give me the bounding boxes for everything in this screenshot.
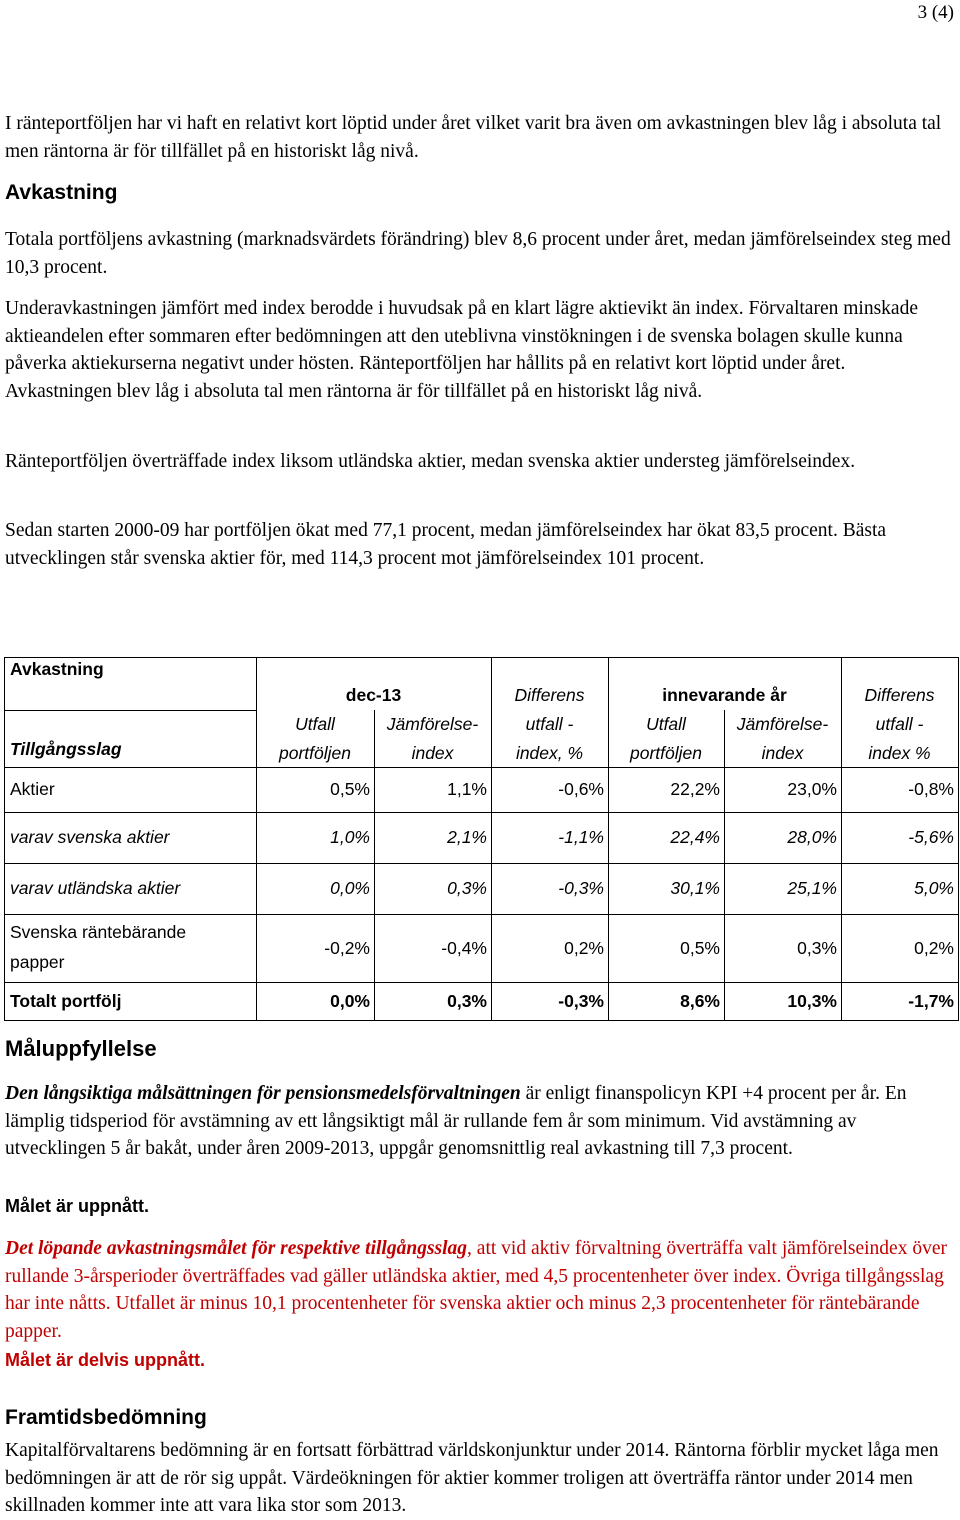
col-diff-2: Differens utfall - index %	[864, 685, 935, 763]
group-header-dec13: dec-13	[345, 685, 402, 705]
maluppfyllelse-heading: Måluppfyllelse	[5, 1036, 157, 1061]
table-row-label: Aktier	[10, 779, 55, 799]
table-cell: 1,0%	[330, 827, 370, 847]
framtidsbedomning-heading: Framtidsbedömning	[5, 1406, 207, 1429]
avkastning-paragraph-3: Ränteportföljen överträffade index liksom utländska aktier, medan svenska aktier understeg jämförelseindex.	[5, 451, 856, 472]
table-cell: 30,1%	[670, 878, 720, 898]
table-cell: 23,0%	[787, 779, 837, 799]
row-header: Tillgångsslag	[10, 739, 122, 759]
table-cell: -0,6%	[558, 779, 604, 799]
col-jmf-1: Jämförelse- index	[386, 714, 479, 763]
table-cell: -0,4%	[441, 938, 487, 958]
col-utfall-2: Utfall portföljen	[630, 714, 702, 763]
avkastning-paragraph-4: Sedan starten 2000-09 har portföljen ökat med 77,1 procent, medan jämförelseindex har ökat 83,5 procent. Bästa utvecklingen står svenska aktier för, med 114,3 procent mot jämförelseindex 101 procent.	[5, 520, 887, 569]
table-title: Avkastning	[10, 659, 104, 679]
table-cell: 8,6%	[680, 991, 720, 1011]
table-row-label: varav utländska aktier	[10, 878, 181, 898]
table-row-label: varav svenska aktier	[10, 827, 170, 847]
table-cell: 0,5%	[680, 938, 720, 958]
maluppfyllelse-result-1: Målet är uppnått.	[5, 1196, 150, 1216]
table-cell: 25,1%	[787, 878, 837, 898]
table-cell: -0,3%	[558, 991, 604, 1011]
table-cell: 0,0%	[330, 878, 370, 898]
table-cell: 5,0%	[914, 878, 954, 898]
maluppfyllelse-paragraph-1: Den långsiktiga målsättningen för pensionsmedelsförvaltningen är enligt finanspolicyn KPI +4 procent per år. En lämplig tidsperiod för avstämning av ett långsiktigt mål är rullande fem år som minimum. Vid avstämning av utvecklingen 5 år bakåt, under åren 2009-2013, uppgår genomsnittlig real avkastning till 7,3 procent.	[5, 1083, 907, 1159]
table-cell: -5,6%	[908, 827, 954, 847]
table-cell: -0,3%	[558, 878, 604, 898]
table-cell: 0,5%	[330, 779, 370, 799]
col-utfall-1: Utfall portföljen	[279, 714, 351, 763]
table-row-label: Totalt portfölj	[10, 991, 122, 1011]
table-cell: 10,3%	[787, 991, 837, 1011]
avkastning-paragraph-2: Underavkastningen jämfört med index berodde i huvudsak på en klart lägre aktievikt än index. Förvaltaren minskade aktieandelen efter sommaren efter bedömningen att den uteblivna vinstökningen i de svenska bolagen skulle kunna påverka aktiekurserna negativt under hösten. Ränteportföljen har hållits på en relativt kort löptid under året. Avkastningen blev låg i absoluta tal men räntorna är för tillfället på en historiskt låg nivå.	[5, 298, 918, 402]
group-header-innevarande-ar: innevarande år	[662, 685, 787, 705]
table-cell: 0,2%	[914, 938, 954, 958]
table-cell: 0,0%	[330, 991, 370, 1011]
table-cell: 0,3%	[447, 878, 487, 898]
maluppfyllelse-result-2: Målet är delvis uppnått.	[5, 1350, 206, 1370]
table-cell: 28,0%	[787, 827, 837, 847]
avkastning-paragraph-1: Totala portföljens avkastning (marknadsvärdets förändring) blev 8,6 procent under året, medan jämförelseindex steg med 10,3 procent.	[5, 229, 951, 278]
col-jmf-2: Jämförelse- index	[736, 714, 829, 763]
table-row-label: Svenska räntebärande papper	[10, 922, 187, 972]
table-cell: -0,2%	[324, 938, 370, 958]
running-goal-lead: Det löpande avkastningsmålet för respektive tillgångsslag	[5, 1238, 468, 1259]
table-cell: -1,1%	[558, 827, 604, 847]
col-diff-1: Differens utfall - index, %	[514, 685, 585, 763]
table-cell: 0,2%	[564, 938, 604, 958]
table-cell: 2,1%	[447, 827, 487, 847]
table-cell: -0,8%	[908, 779, 954, 799]
table-cell: 0,3%	[447, 991, 487, 1011]
maluppfyllelse-paragraph-2: Det löpande avkastningsmålet för respektive tillgångsslag, att vid aktiv förvaltning överträffa valt jämförelseindex över rullande 3-årsperioder överträffades vad gäller utländska aktier, med 4,5 procentenheter över index. Övriga tillgångsslag har inte nåtts. Utfallet är minus 10,1 procentenheter för svenska aktier och minus 2,3 procentenheter för räntebärande papper.	[5, 1238, 947, 1342]
page-number: 3 (4)	[917, 2, 954, 23]
intro-paragraph: I ränteportföljen har vi haft en relativt kort löptid under året vilket varit bra även om avkastningen blev låg i absoluta tal men räntorna är för tillfället på en historiskt låg nivå.	[5, 113, 942, 162]
table-cell: 0,3%	[797, 938, 837, 958]
table-cell: 22,2%	[670, 779, 720, 799]
table-cell: 22,4%	[670, 827, 720, 847]
long-term-goal-lead: Den långsiktiga målsättningen för pensionsmedelsförvaltningen	[5, 1083, 521, 1104]
avkastning-heading: Avkastning	[5, 181, 118, 204]
framtidsbedomning-paragraph: Kapitalförvaltarens bedömning är en fortsatt förbättrad världskonjunktur under 2014. Räntorna förblir mycket låga men bedömningen är att de rör sig uppåt. Värdeökningen för aktier kommer troligen att överträffa räntor under 2014 men skillnaden kommer inte att vara lika stor som 2013.	[5, 1440, 939, 1516]
table-cell: 1,1%	[447, 779, 487, 799]
table-cell: -1,7%	[908, 991, 954, 1011]
